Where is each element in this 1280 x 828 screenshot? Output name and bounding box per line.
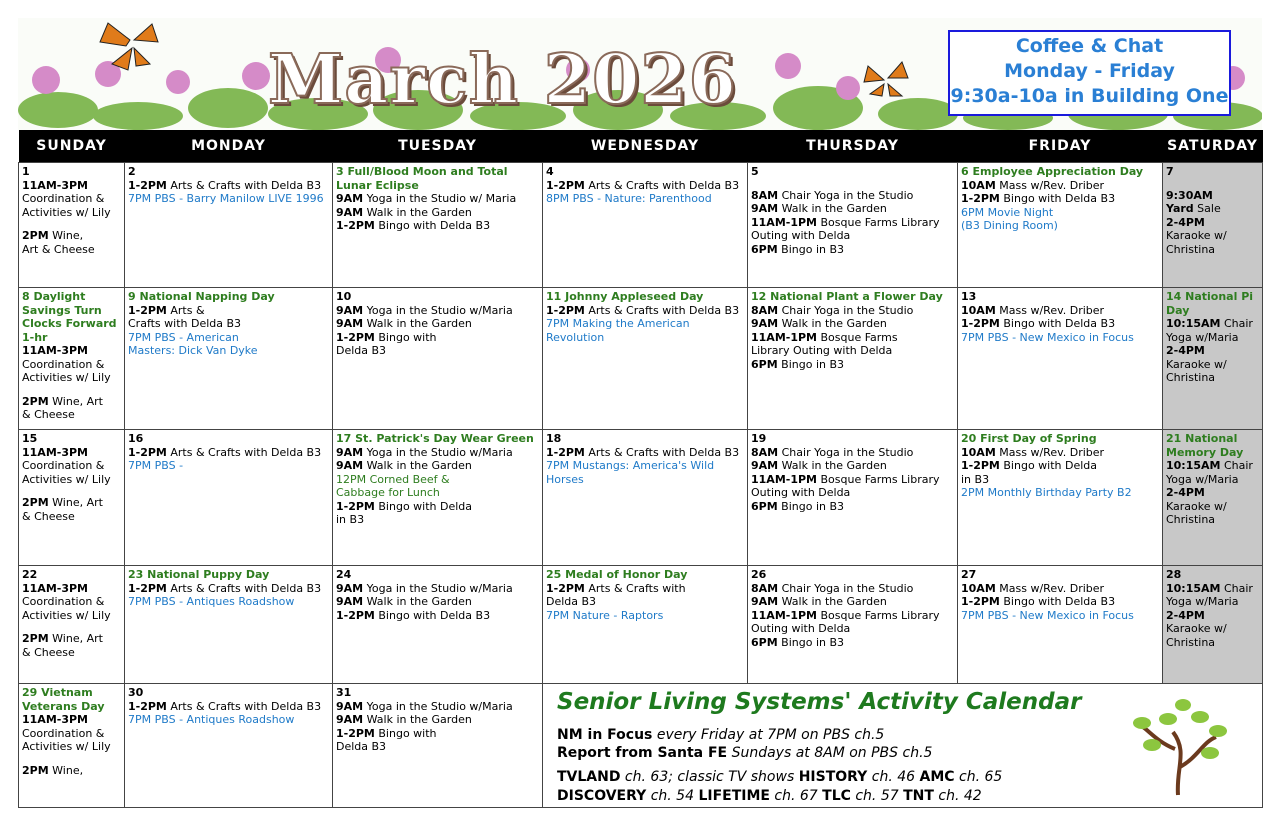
event-line: 11AM-1PM Bosque Farms xyxy=(751,330,898,344)
event-line: 1-2PM Bingo with Delda B3 xyxy=(336,219,491,232)
day-number: 22 xyxy=(22,568,38,581)
day-cell[interactable] xyxy=(125,566,333,684)
event-line: (B3 Dining Room) xyxy=(961,219,1058,232)
day-cell[interactable] xyxy=(958,288,1163,430)
event-line: 1-2PM Bingo with Delda B3 xyxy=(961,595,1116,608)
day-cell[interactable] xyxy=(19,163,125,288)
event-line: 9AM Walk in the Garden xyxy=(751,317,887,330)
event-line: 11AM-3PM xyxy=(22,713,88,726)
event-line: 11AM-1PM Bosque Farms Library xyxy=(751,472,940,486)
event-line: 2PM Wine, xyxy=(22,763,84,777)
event-line: 7PM PBS - New Mexico in Focus xyxy=(961,330,1134,344)
channel-number: ch. 65 xyxy=(954,769,1003,785)
event-line: Activities w/ Lily xyxy=(22,371,111,384)
event-line: 6PM Movie Night xyxy=(961,205,1054,219)
day-number: 19 xyxy=(751,432,767,445)
coffee-line-3: 9:30a-10a in Building One xyxy=(950,85,1229,107)
event-line: 7PM PBS - xyxy=(128,459,184,472)
day-number: 24 xyxy=(336,568,352,581)
day-number: 9 National Napping Day xyxy=(128,290,275,303)
day-cell[interactable] xyxy=(1163,430,1263,566)
event-line: 1-2PM Bingo with xyxy=(336,726,437,740)
event-line: 7PM PBS - Antiques Roadshow xyxy=(128,595,295,608)
event-line: Delda B3 xyxy=(546,595,597,608)
event-line xyxy=(22,622,121,632)
day-cell[interactable] xyxy=(748,566,958,684)
day-cell[interactable] xyxy=(748,288,958,430)
event-line: Christina xyxy=(1166,371,1216,384)
event-line: in B3 xyxy=(336,513,365,526)
event-line: 10:15AM Chair xyxy=(1166,459,1253,472)
event-line: 1-2PM Arts & Crafts with Delda B3 xyxy=(546,445,740,459)
day-cell[interactable] xyxy=(958,566,1163,684)
channel-number: ch. 57 xyxy=(850,788,904,804)
event-line: 1-2PM Bingo with Delda B3 xyxy=(961,192,1116,205)
event-line: 7PM Mustangs: America's Wild xyxy=(546,459,715,472)
event-line: Coordination & xyxy=(22,459,105,472)
day-cell[interactable] xyxy=(125,430,333,566)
event-line: 12PM Corned Beef & xyxy=(336,472,450,486)
event-line: Activities w/ Lily xyxy=(22,205,111,219)
event-line: 11AM-3PM xyxy=(22,344,88,357)
footer-line-2: Report from Santa FE Sundays at 8AM on PBS ch.5 xyxy=(557,745,933,761)
day-number: 10 xyxy=(336,290,352,303)
event-line: Yard Sale xyxy=(1166,202,1221,215)
channel-number: ch. 46 xyxy=(867,769,920,785)
event-line: Library Outing with Delda xyxy=(751,344,893,357)
event-line: 2PM Wine, Art xyxy=(22,394,103,408)
event-line: 9AM Yoga in the Studio w/Maria xyxy=(336,303,513,317)
event-line: 1-2PM Bingo with Delda xyxy=(961,459,1098,472)
event-line: 9AM Walk in the Garden xyxy=(336,459,472,472)
event-line: 1-2PM Arts & Crafts with Delda B3 xyxy=(128,445,322,459)
coffee-line-1: Coffee & Chat xyxy=(1015,35,1164,57)
event-line: 2PM Monthly Birthday Party B2 xyxy=(961,486,1132,499)
event-line: 9AM Yoga in the Studio w/Maria xyxy=(336,445,513,459)
day-cell[interactable] xyxy=(125,684,333,808)
channel-name: DISCOVERY xyxy=(557,788,647,804)
event-line: 1-2PM Arts & xyxy=(128,303,205,317)
weekday-header: FRIDAY xyxy=(958,130,1163,163)
event-line: & Cheese xyxy=(22,509,75,523)
event-line: 8AM Chair Yoga in the Studio xyxy=(751,188,914,202)
tree-icon xyxy=(1128,697,1238,797)
day-number: 16 xyxy=(128,432,144,445)
day-number: 14 National Pi Day xyxy=(1166,290,1254,317)
event-line: 8AM Chair Yoga in the Studio xyxy=(751,303,914,317)
weekday-header: THURSDAY xyxy=(748,130,958,163)
channel-name: HISTORY xyxy=(798,769,868,785)
event-line: 2-4PM xyxy=(1166,486,1205,499)
event-line: 6PM Bingo in B3 xyxy=(751,357,845,371)
day-cell[interactable] xyxy=(333,163,543,288)
event-line: 9AM Walk in the Garden xyxy=(336,595,472,608)
event-line: 1-2PM Arts & Crafts with Delda B3 xyxy=(546,303,740,317)
event-line: Cabbage for Lunch xyxy=(336,486,440,499)
event-line: Art & Cheese xyxy=(22,242,95,256)
day-number: 8 Daylight Savings Turn Clocks Forward 1-hr xyxy=(22,290,117,344)
event-line: 1-2PM Arts & Crafts with Delda B3 xyxy=(546,178,740,192)
day-cell[interactable] xyxy=(125,163,333,288)
event-line: Masters: Dick Van Dyke xyxy=(128,344,258,357)
footer-channels-1 xyxy=(557,769,1002,785)
event-line: 7PM PBS - Antiques Roadshow xyxy=(128,713,295,726)
event-line: 1-2PM Arts & Crafts with Delda B3 xyxy=(128,178,322,192)
day-number: 5 xyxy=(751,165,759,178)
day-cell[interactable] xyxy=(333,684,543,808)
day-number: 21 National Memory Day xyxy=(1166,432,1244,459)
channel-name: TLC xyxy=(822,788,851,804)
event-line: 2PM Wine, Art xyxy=(22,496,103,509)
day-number: 27 xyxy=(961,568,977,581)
event-line: 7PM Nature - Raptors xyxy=(546,608,664,622)
footer-channels-2 xyxy=(557,788,982,804)
week-row xyxy=(19,566,1263,684)
day-number: 30 xyxy=(128,686,144,699)
day-number: 28 xyxy=(1166,568,1182,581)
day-cell[interactable] xyxy=(958,163,1163,288)
event-line: Outing with Delda xyxy=(751,622,851,635)
day-cell[interactable] xyxy=(958,430,1163,566)
event-line: 11AM-3PM xyxy=(22,581,88,595)
event-line: Karaoke w/ xyxy=(1166,229,1227,242)
event-line: 1-2PM Arts & Crafts with xyxy=(546,581,686,595)
event-line: 10AM Mass w/Rev. Driber xyxy=(961,581,1105,595)
event-line xyxy=(751,179,954,189)
event-line: 2-4PM xyxy=(1166,608,1205,622)
event-line: Activities w/ Lily xyxy=(22,472,111,486)
day-cell[interactable] xyxy=(543,163,748,288)
day-number: 7 xyxy=(1166,165,1174,178)
event-line: 6PM Bingo in B3 xyxy=(751,499,845,513)
channel-name: LIFETIME xyxy=(698,788,770,804)
day-cell[interactable] xyxy=(333,566,543,684)
channel-number: ch. 54 xyxy=(646,788,699,804)
weekday-header-row xyxy=(19,130,1263,163)
event-line: Outing with Delda xyxy=(751,486,851,499)
day-number: 31 xyxy=(336,686,352,699)
day-number: 1 xyxy=(22,165,30,178)
calendar-header xyxy=(18,18,1262,130)
day-cell[interactable] xyxy=(333,430,543,566)
day-number: 17 St. Patrick's Day Wear Green xyxy=(336,432,534,445)
event-line: 1-2PM Bingo with xyxy=(336,330,437,344)
day-cell[interactable] xyxy=(1163,288,1263,430)
day-cell[interactable] xyxy=(543,430,748,566)
weekday-header: MONDAY xyxy=(125,130,333,163)
event-line: 11AM-1PM Bosque Farms Library xyxy=(751,608,940,622)
event-line: Revolution xyxy=(546,330,605,344)
day-cell[interactable] xyxy=(333,288,543,430)
event-line: 10AM Mass w/Rev. Driber xyxy=(961,178,1105,192)
event-line: Delda B3 xyxy=(336,344,387,357)
event-line: Yoga w/Maria xyxy=(1166,595,1239,608)
event-line: 8PM PBS - Nature: Parenthood xyxy=(546,192,712,205)
day-number: 20 First Day of Spring xyxy=(961,432,1097,445)
event-line xyxy=(22,486,121,496)
day-number: 23 National Puppy Day xyxy=(128,568,270,581)
event-line: 1-2PM Bingo with Delda xyxy=(336,499,473,513)
day-number: 13 xyxy=(961,290,977,303)
event-line: 9AM Walk in the Garden xyxy=(336,317,472,330)
event-line: 9AM Walk in the Garden xyxy=(751,459,887,472)
channel-name: TVLAND xyxy=(557,769,621,785)
event-line: 2-4PM xyxy=(1166,344,1205,357)
event-line: 7PM PBS - Barry Manilow LIVE 1996 xyxy=(128,192,324,205)
day-number: 29 Vietnam Veterans Day xyxy=(22,686,105,713)
footer-heading: Senior Living Systems' Activity Calendar xyxy=(557,689,1082,715)
event-line: 11AM-3PM xyxy=(22,178,88,192)
channel-number: ch. 63; classic TV shows xyxy=(620,769,799,785)
event-line: 2PM Wine, Art xyxy=(22,632,103,645)
event-line: Karaoke w/ xyxy=(1166,499,1227,513)
event-line: 8AM Chair Yoga in the Studio xyxy=(751,581,914,595)
page-title: March 2026 xyxy=(268,40,737,120)
event-line: 6PM Bingo in B3 xyxy=(751,635,845,649)
day-number: 18 xyxy=(546,432,562,445)
event-line: 1-2PM Bingo with Delda B3 xyxy=(961,317,1116,330)
event-line: Christina xyxy=(1166,635,1216,649)
day-cell[interactable] xyxy=(748,163,958,288)
day-cell[interactable] xyxy=(125,288,333,430)
event-line: 9AM Yoga in the Studio w/Maria xyxy=(336,699,513,713)
event-line: 11AM-1PM Bosque Farms Library xyxy=(751,215,940,229)
channel-name: TNT xyxy=(903,788,934,804)
day-cell[interactable] xyxy=(748,430,958,566)
event-line: 10AM Mass w/Rev. Driber xyxy=(961,445,1105,459)
weekday-header: TUESDAY xyxy=(333,130,543,163)
channel-number: ch. 67 xyxy=(769,788,823,804)
event-line: 1-2PM Bingo with Delda B3 xyxy=(336,608,491,622)
event-line: 9AM Yoga in the Studio w/Maria xyxy=(336,581,513,595)
day-cell[interactable] xyxy=(19,684,125,808)
day-number: 26 xyxy=(751,568,767,581)
event-line: 2PM Wine, xyxy=(22,229,84,242)
event-line xyxy=(1166,179,1259,189)
weekday-header: SUNDAY xyxy=(19,130,125,163)
event-line: 9AM Walk in the Garden xyxy=(336,713,472,726)
day-cell[interactable] xyxy=(543,566,748,684)
event-line: 10AM Mass w/Rev. Driber xyxy=(961,303,1105,317)
day-cell[interactable] xyxy=(1163,566,1263,684)
event-line: 7PM PBS - American xyxy=(128,330,239,344)
weekday-header: WEDNESDAY xyxy=(543,130,748,163)
event-line: 11AM-3PM xyxy=(22,445,88,459)
event-line: Karaoke w/ xyxy=(1166,622,1227,635)
day-number: 4 xyxy=(546,165,554,178)
event-line: Activities w/ Lily xyxy=(22,740,111,753)
day-number: 12 National Plant a Flower Day xyxy=(751,290,943,303)
event-line: 2-4PM xyxy=(1166,215,1205,229)
event-line: Yoga w/Maria xyxy=(1166,472,1239,486)
event-line: 9AM Walk in the Garden xyxy=(751,202,887,215)
event-line: Coordination & xyxy=(22,192,105,205)
week-row xyxy=(19,288,1263,430)
event-line: & Cheese xyxy=(22,408,75,421)
event-line: & Cheese xyxy=(22,645,75,659)
event-line xyxy=(22,219,121,229)
day-cell[interactable] xyxy=(19,430,125,566)
event-line xyxy=(22,385,121,395)
event-line: 7PM Making the American xyxy=(546,317,690,330)
event-line: 1-2PM Arts & Crafts with Delda B3 xyxy=(128,581,322,595)
event-line: Coordination & xyxy=(22,595,105,608)
event-line: 10:15AM Chair xyxy=(1166,317,1253,330)
event-line: Karaoke w/ xyxy=(1166,357,1227,371)
week-row xyxy=(19,163,1263,288)
calendar-footer xyxy=(543,687,1262,810)
day-cell[interactable] xyxy=(19,288,125,430)
day-number: 2 xyxy=(128,165,136,178)
event-line: Outing with Delda xyxy=(751,229,851,242)
event-line: 9:30AM xyxy=(1166,188,1213,202)
event-line: Coordination & xyxy=(22,726,105,740)
day-number: 6 Employee Appreciation Day xyxy=(961,165,1144,178)
event-line: Christina xyxy=(1166,242,1216,256)
day-number: 11 Johnny Appleseed Day xyxy=(546,290,704,303)
event-line: Horses xyxy=(546,472,584,486)
event-line: Activities w/ Lily xyxy=(22,608,111,622)
day-cell[interactable] xyxy=(543,288,748,430)
event-line: 7PM PBS - New Mexico in Focus xyxy=(961,608,1134,622)
event-line: 10:15AM Chair xyxy=(1166,581,1253,595)
event-line: Yoga w/Maria xyxy=(1166,330,1239,344)
weekday-header: SATURDAY xyxy=(1163,130,1263,163)
coffee-line-2: Monday - Friday xyxy=(1004,60,1175,82)
event-line: Coordination & xyxy=(22,357,105,371)
day-cell[interactable] xyxy=(1163,163,1263,288)
event-line: Christina xyxy=(1166,513,1216,526)
day-number: 25 Medal of Honor Day xyxy=(546,568,688,581)
event-line xyxy=(22,754,121,764)
channel-number: ch. 42 xyxy=(933,788,982,804)
event-line: 1-2PM Arts & Crafts with Delda B3 xyxy=(128,699,322,713)
day-number: 3 Full/Blood Moon and Total Lunar Eclipse xyxy=(336,165,508,192)
event-line: 9AM Walk in the Garden xyxy=(751,595,887,608)
event-line: Crafts with Delda B3 xyxy=(128,317,242,330)
event-line: Delda B3 xyxy=(336,740,387,753)
event-line: 8AM Chair Yoga in the Studio xyxy=(751,445,914,459)
channel-name: AMC xyxy=(919,769,955,785)
event-line: 6PM Bingo in B3 xyxy=(751,242,845,256)
coffee-chat-box xyxy=(948,30,1231,116)
day-number: 15 xyxy=(22,432,38,445)
week-row xyxy=(19,430,1263,566)
event-line: 9AM Walk in the Garden xyxy=(336,205,472,219)
event-line: in B3 xyxy=(961,472,990,486)
event-line: 9AM Yoga in the Studio w/ Maria xyxy=(336,192,517,205)
footer-line-1: NM in Focus every Friday at 7PM on PBS ch.5 xyxy=(557,727,885,743)
day-cell[interactable] xyxy=(19,566,125,684)
